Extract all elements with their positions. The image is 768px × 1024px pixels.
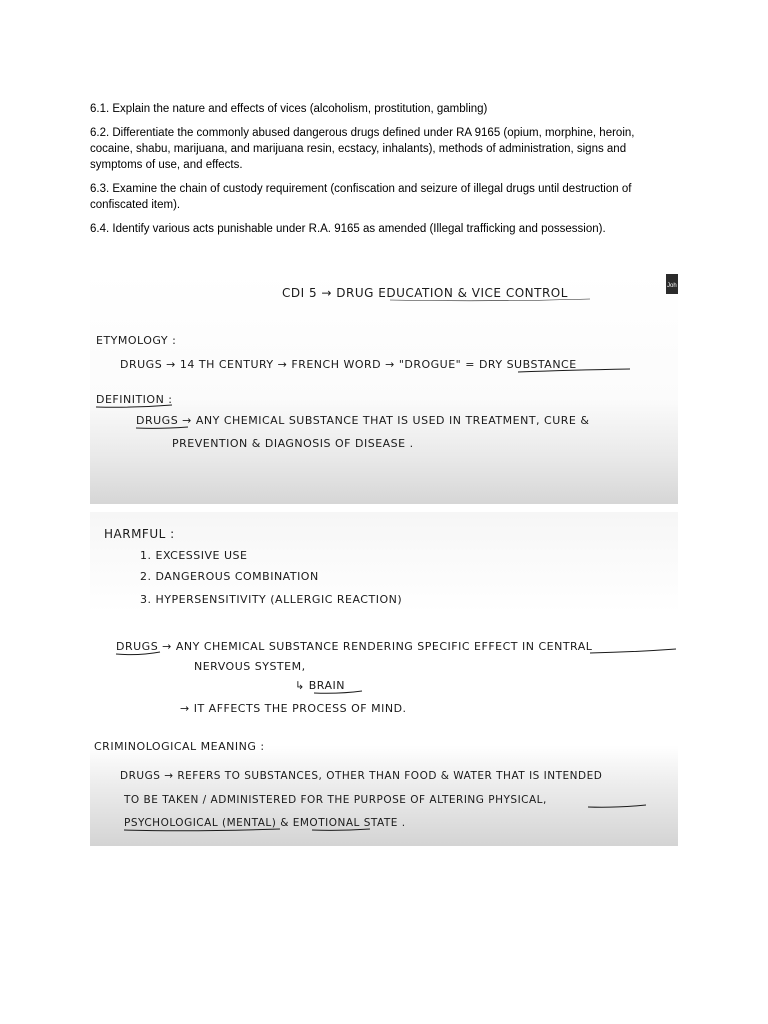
drugs-definition-line-4: → IT AFFECTS THE PROCESS OF MIND. xyxy=(180,702,407,715)
drugs-definition-line-3: ↳ BRAIN xyxy=(295,679,345,692)
objective-6-2: 6.2. Differentiate the commonly abused dangerous drugs defined under RA 9165 (opium, morphine, heroin, cocaine, shabu, marijuana, and marijuana resin, ecstacy, inhalants), methods of administration, signs and symptoms of use, and effects. xyxy=(90,127,635,171)
objective-6-1: 6.1. Explain the nature and effects of vices (alcoholism, prostitution, gambling) xyxy=(90,103,488,115)
notes-title: CDI 5 → DRUG EDUCATION & VICE CONTROL xyxy=(282,286,568,300)
harmful-item-3: 3. HYPERSENSITIVITY (ALLERGIC REACTION) xyxy=(140,593,403,606)
harmful-item-2: 2. DANGEROUS COMBINATION xyxy=(140,570,319,583)
objective-6-4: 6.4. Identify various acts punishable under R.A. 9165 as amended (Illegal trafficking and possession). xyxy=(90,223,606,235)
criminological-line-1: DRUGS → REFERS TO SUBSTANCES, OTHER THAN FOOD & WATER THAT IS INTENDED xyxy=(120,770,603,782)
notes-image-1 xyxy=(90,272,678,504)
etymology-text: DRUGS → 14 TH CENTURY → FRENCH WORD → "DROGUE" = DRY SUBSTANCE xyxy=(120,358,577,371)
criminological-line-2: TO BE TAKEN / ADMINISTERED FOR THE PURPOSE OF ALTERING PHYSICAL, xyxy=(124,794,547,806)
drugs-definition-line-1: DRUGS → ANY CHEMICAL SUBSTANCE RENDERING SPECIFIC EFFECT IN CENTRAL xyxy=(116,640,593,653)
objective-6-3: 6.3. Examine the chain of custody requirement (confiscation and seizure of illegal drugs until destruction of confiscated item). xyxy=(90,183,632,211)
drugs-definition-line-2: NERVOUS SYSTEM, xyxy=(194,660,306,673)
definition-line-2: PREVENTION & DIAGNOSIS OF DISEASE . xyxy=(172,437,414,450)
definition-line-1: DRUGS → ANY CHEMICAL SUBSTANCE THAT IS USED IN TREATMENT, CURE & xyxy=(136,414,590,427)
harmful-item-1: 1. EXCESSIVE USE xyxy=(140,549,248,562)
criminological-line-3: PSYCHOLOGICAL (MENTAL) & EMOTIONAL STATE . xyxy=(124,817,406,829)
harmful-heading: HARMFUL : xyxy=(104,527,175,541)
notes-background xyxy=(90,272,678,504)
video-badge-text: Joh xyxy=(667,283,677,289)
criminological-heading: CRIMINOLOGICAL MEANING : xyxy=(94,740,265,753)
definition-heading: DEFINITION : xyxy=(96,393,173,406)
notes-image-2 xyxy=(90,512,678,846)
learning-objectives xyxy=(90,101,680,245)
etymology-heading: ETYMOLOGY : xyxy=(96,334,177,347)
